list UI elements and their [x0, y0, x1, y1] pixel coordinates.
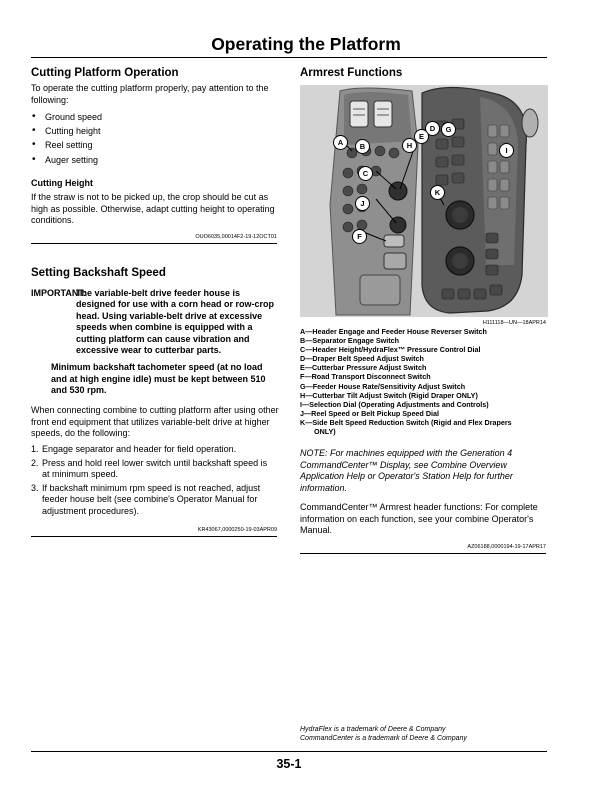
callout-i: I — [499, 143, 514, 158]
caption: J—Reel Speed or Belt Pickup Speed Dial — [300, 408, 440, 418]
list-item: 3. If backshaft minimum rpm speed is not reached, adjust feeder house belt (see combine's Operator Manual for adjustment procedures). — [31, 482, 261, 516]
important-text: The variable-belt drive feeder house is designed for use with a corn head or row-crop head. Using variable-belt drive at excessive speeds when combine is equipped with a cutting platform can cause vibration and excessive wear to cutterbar parts. — [76, 288, 275, 356]
section-divider — [300, 553, 546, 554]
callout-b: B — [355, 139, 370, 154]
caption: ONLY) — [314, 427, 336, 437]
page-number: 35-1 — [276, 757, 302, 771]
cutting-ref: OUO6035,00014F2-19-12OCT01 — [195, 234, 277, 240]
list-item: 1. Engage separator and header for field operation. — [31, 444, 237, 454]
caption: K—Side Belt Speed Reduction Switch (Rigid and Flex Drapers — [300, 417, 512, 427]
title-rule — [31, 57, 547, 58]
caption-list — [300, 327, 550, 436]
backshaft-heading: Setting Backshaft Speed — [31, 267, 166, 279]
caption: F—Road Transport Disconnect Switch — [300, 372, 431, 382]
important-note: Minimum backshaft tachometer speed (at no load and at high engine idle) must be kept between 510 and 530 rpm. — [51, 362, 266, 396]
cutting-height-text: If the straw is not to be picked up, the crop should be cut as high as possible. Otherwise, adapt cutting height to operating conditions. — [31, 192, 275, 225]
image-ref: H111118—UN—18APR14 — [482, 320, 546, 326]
list-item: • Ground speed — [31, 110, 271, 124]
callout-g: G — [441, 122, 456, 137]
callout-j: J — [355, 196, 370, 211]
callout-f: F — [352, 229, 367, 244]
list-item: • Cutting height — [31, 124, 271, 138]
note-text: NOTE: For machines equipped with the Generation 4 CommandCenter™ Display, see Combine Overview Application Help or Operator's Station Help for further information. — [300, 448, 513, 493]
caption: H—Cutterbar Tilt Adjust Switch (Rigid Draper ONLY) — [300, 390, 478, 400]
caption: B—Separator Engage Switch — [300, 336, 400, 346]
trademark-commandcenter: CommandCenter is a trademark of Deere & Company — [300, 735, 467, 742]
caption: E—Cutterbar Pressure Adjust Switch — [300, 363, 427, 373]
armrest-heading: Armrest Functions — [300, 67, 403, 79]
caption: G—Feeder House Rate/Sensitivity Adjust Switch — [300, 381, 466, 391]
backshaft-text: When connecting combine to cutting platform after using other front end equipment that utilizes variable-belt drive at higher speeds, do the following: — [31, 405, 279, 438]
cutting-height-heading: Cutting Height — [31, 178, 93, 188]
footer-rule — [31, 751, 547, 752]
caption: C—Header Height/HydraFlex™ Pressure Control Dial — [300, 345, 481, 355]
backshaft-ref: KR43067,0000250-19-03APR09 — [197, 527, 277, 533]
callout-d: D — [425, 121, 440, 136]
cutting-intro: To operate the cutting platform properly, pay attention to the following: — [31, 83, 269, 105]
cutting-platform-heading: Cutting Platform Operation — [31, 67, 179, 79]
commandcenter-text: CommandCenter™ Armrest header functions: For complete information on each function, see your combine Operator's Manual. — [300, 502, 538, 535]
callout-a: A — [333, 135, 348, 150]
important-block — [31, 288, 277, 397]
important-label: IMPORTANT: — [31, 288, 86, 298]
armrest-photo — [300, 85, 548, 317]
cutting-bullet-list — [31, 110, 271, 167]
page-title: Operating the Platform — [211, 34, 401, 54]
list-item: 2. Press and hold reel lower switch until backshaft speed is at minimum speed. — [31, 457, 268, 479]
callout-h: H — [402, 138, 417, 153]
list-item: • Auger setting — [31, 153, 271, 167]
trademark-hydraflex: HydraFlex is a trademark of Deere & Company — [300, 726, 446, 733]
section-divider — [31, 243, 277, 244]
caption: A—Header Engage and Feeder House Reverser Switch — [300, 327, 487, 336]
callout-e: E — [414, 129, 429, 144]
caption: I—Selection Dial (Operating Adjustments and Controls) — [300, 399, 489, 409]
callout-k: K — [430, 185, 445, 200]
armrest-ref: AZ06188,0000194-19-17APR17 — [467, 544, 546, 550]
list-item: • Reel setting — [31, 138, 271, 152]
backshaft-steps — [31, 444, 275, 519]
callout-c: C — [358, 166, 373, 181]
section-divider — [31, 536, 277, 537]
caption: D—Draper Belt Speed Adjust Switch — [300, 354, 424, 364]
